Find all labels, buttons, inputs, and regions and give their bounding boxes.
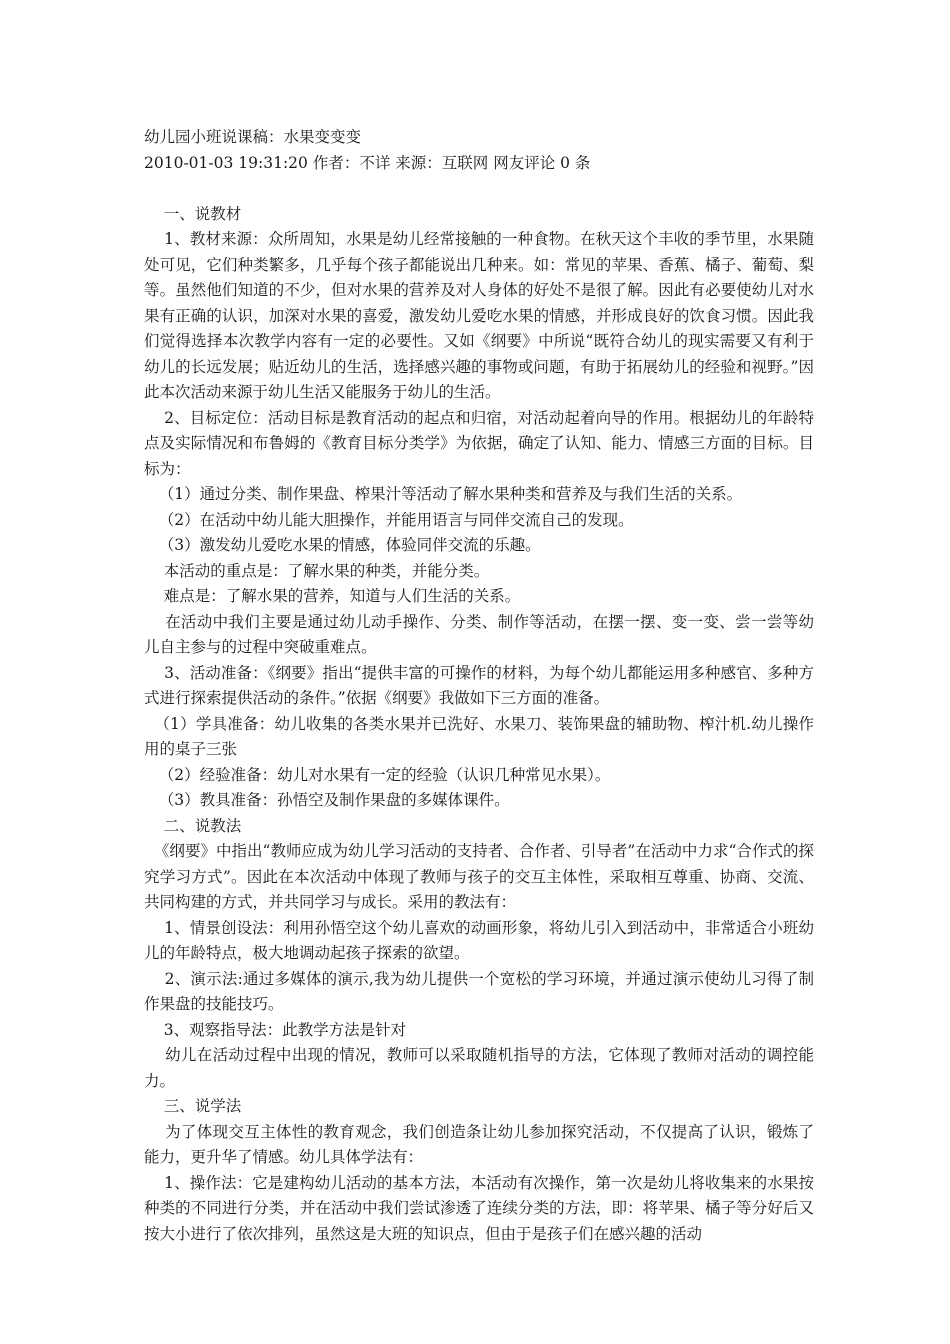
paragraph-key-point: 本活动的重点是：了解水果的种类，并能分类。 [144, 561, 490, 580]
document-page [144, 125, 814, 1247]
method-item-3: 3、观察指导法：此教学方法是针对 [144, 1020, 407, 1039]
section-heading-jiaocai: 一、说教材 [144, 204, 242, 223]
prep-item-1: （1）学具准备：幼儿收集的各类水果并已洗好、水果刀、装饰果盘的辅助物、榨汁机.幼儿操作用的桌子三张 [144, 714, 815, 758]
goal-item-1: （1）通过分类、制作果盘、榨果汁等活动了解水果种类和营养及与我们生活的关系。 [144, 485, 743, 503]
paragraph-activity-prep: 3、活动准备：《纲要》指出“提供丰富的可操作的材料，为每个幼儿都能运用多种感官、多种方式进行探索提供活动的条件。”依据《纲要》我做如下三方面的准备。 [144, 663, 814, 707]
learning-method-item-1: 1、操作法：它是建构幼儿活动的基本方法，本活动有次操作，第一次是幼儿将收集来的水果按种类的不同进行分类，并在活动中我们尝试渗透了连续分类的方法，即：将苹果、橘子等分好后又按大小进行了依次排列，虽然这是大班的知识点，但由于是孩子们在感兴趣的活动 [144, 1173, 814, 1243]
goal-item-2: （2）在活动中幼儿能大胆操作，并能用语言与同伴交流自己的发现。 [144, 510, 634, 529]
paragraph-jiaofa-intro: 《纲要》中指出“教师应成为幼儿学习活动的支持者、合作者、引导者”在活动中力求“合作式的探究学习方式”。因此在本次活动中体现了教师与孩子的交互主体性，采取相互尊重、协商、交流、共同构建的方式，并共同学习与成长。采用的教法有： [144, 842, 815, 911]
paragraph-xuefa-intro: 为了体现交互主体性的教育观念，我们创造条让幼儿参加探究活动，不仅提高了认识，锻炼了能力，更升华了情感。幼儿具体学法有： [144, 1122, 814, 1166]
goal-item-3: （3）激发幼儿爱吃水果的情感，体验同伴交流的乐趣。 [144, 536, 541, 554]
paragraph-jiaocai-source: 1、教材来源：众所周知，水果是幼儿经常接触的一种食物。在秋天这个丰收的季节里，水果随处可见，它们种类繁多，几乎每个孩子都能说出几种来。如：常见的苹果、香蕉、橘子、葡萄、梨等。虽然他们知道的不少，但对水果的营养及对人身体的好处不是很了解。因此有必要使幼儿对水果有正确的认识，加深对水果的喜爱，激发幼儿爱吃水果的情感，并形成良好的饮食习惯。因此我们觉得选择本次教学内容有一定的必要性。又如《纲要》中所说“既符合幼儿的现实需要又有利于幼儿的长远发展；贴近幼儿的生活，选择感兴趣的事物或问题，有助于拓展幼儿的经验和视野。”因此本次活动来源于幼儿生活又能服务于幼儿的生活。 [144, 230, 814, 401]
prep-item-2: （2）经验准备：幼儿对水果有一定的经验（认识几种常见水果）。 [144, 765, 611, 784]
method-item-2: 2、演示法:通过多媒体的演示,我为幼儿提供一个宽松的学习环境，并通过演示使幼儿习得了制作果盘的技能技巧。 [144, 969, 814, 1013]
section-heading-xuefa: 三、说学法 [144, 1097, 242, 1115]
paragraph-goal-positioning: 2、目标定位：活动目标是教育活动的起点和归宿，对活动起着向导的作用。根据幼儿的年龄特点及实际情况和布鲁姆的《教育目标分类学》为依据，确定了认知、能力、情感三方面的目标。目标为： [144, 408, 814, 478]
method-item-1: 1、情景创设法：利用孙悟空这个幼儿喜欢的动画形象，将幼儿引入到活动中，非常适合小班幼儿的年龄特点，极大地调动起孩子探索的欲望。 [144, 918, 814, 962]
spacer [144, 176, 814, 202]
paragraph-difficult-point: 难点是：了解水果的营养，知道与人们生活的关系。 [144, 587, 521, 605]
paragraph-breakthrough: 在活动中我们主要是通过幼儿动手操作、分类、制作等活动，在摆一摆、变一变、尝一尝等幼儿自主参与的过程中突破重难点。 [144, 612, 814, 656]
section-heading-jiaofa: 二、说教法 [144, 816, 242, 835]
prep-item-3: （3）教具准备：孙悟空及制作果盘的多媒体课件。 [144, 791, 510, 809]
document-title: 幼儿园小班说课稿：水果变变变 [144, 128, 362, 146]
method-item-3-continued: 幼儿在活动过程中出现的情况，教师可以采取随机指导的方法，它体现了教师对活动的调控能力。 [144, 1046, 814, 1090]
document-meta: 2010-01-03 19:31:20 作者：不详 来源：互联网 网友评论 0 条 [144, 153, 591, 172]
